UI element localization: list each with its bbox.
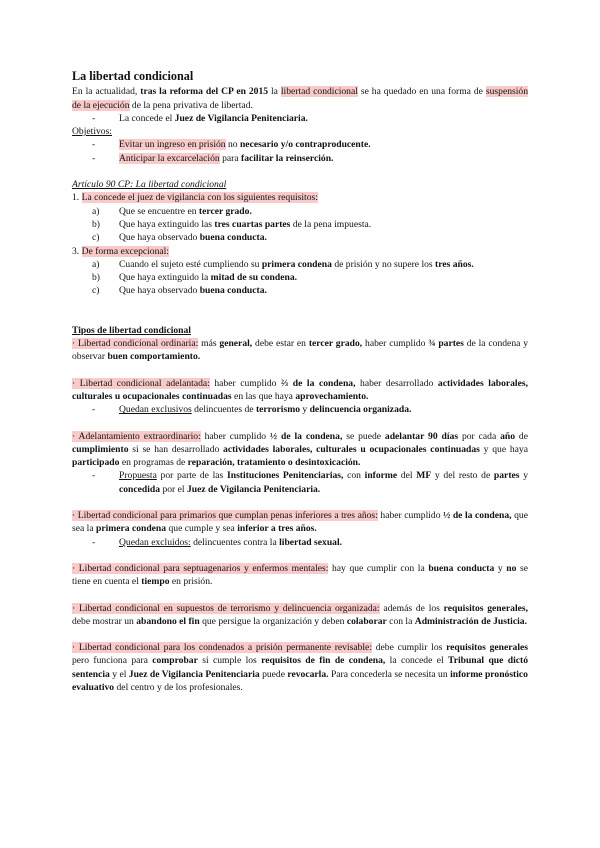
bold-text: buena conducta <box>428 562 495 574</box>
highlight: · Libertad condicional en supuestos de terrorismo y delincuencia organizada: <box>72 602 380 614</box>
text: en prisión. <box>169 576 213 588</box>
bold-text: tres años. <box>435 258 474 270</box>
bold-text: facilitar la reinserción. <box>241 152 334 164</box>
document-page <box>72 70 528 694</box>
text: haber cumplido <box>200 430 270 442</box>
bold-text: ¾ partes <box>428 338 464 350</box>
item-marker: c) <box>92 285 100 297</box>
objective-item <box>72 138 528 151</box>
bold-text: año <box>500 430 516 442</box>
type-extraordinario <box>72 430 528 470</box>
text: de <box>515 430 528 442</box>
text: en programas de <box>119 457 188 469</box>
text: de la condena y observar <box>72 338 529 363</box>
item-marker: b) <box>92 272 100 284</box>
bold-text: buen comportamiento. <box>107 351 201 363</box>
bold-text: tercer grado, <box>308 338 363 350</box>
highlight: Evitar un ingreso en prisión <box>119 139 226 151</box>
text: por cada <box>458 430 501 442</box>
item-marker: c) <box>92 232 100 244</box>
bold-text: terrorismo <box>255 404 300 416</box>
bold-text: Juez de Vigilancia Penitenciaria. <box>186 483 321 495</box>
underlined-text: Quedan exclusivos <box>119 404 192 416</box>
bold-text: Juez de Vigilancia Penitenciaria. <box>174 112 308 124</box>
text: Para concederla se necesita un <box>328 668 451 680</box>
section-heading <box>72 324 528 337</box>
underlined-text: Propuesta <box>119 470 157 482</box>
numbered-item <box>72 245 528 258</box>
text: por parte de las <box>156 470 227 482</box>
lettered-item <box>72 205 528 218</box>
text: y <box>519 470 528 482</box>
bold-text: informe <box>364 470 398 482</box>
text: del <box>397 470 417 482</box>
bold-text: Administración de Justicia. <box>414 615 527 627</box>
bold-text: ½ de la condena, <box>443 510 512 522</box>
bold-text: tres cuartas partes <box>214 218 291 230</box>
bold-text: no <box>506 562 517 574</box>
type-adelantada <box>72 377 528 404</box>
bold-text: tras la reforma del CP en 2015 <box>140 86 269 98</box>
lettered-item <box>72 271 528 284</box>
text: Que se encuentre en <box>119 205 199 217</box>
text: debe mostrar un <box>72 615 137 627</box>
text: debe cumplir los <box>372 642 447 654</box>
lettered-item <box>72 284 528 297</box>
objective-item <box>72 152 528 165</box>
text: la concede el <box>385 655 449 667</box>
bold-text: Instituciones Penitenciarias, <box>227 470 344 482</box>
highlight: · Libertad condicional para los condenados a prisión permanente revisable: <box>72 642 372 654</box>
text: debe estar en <box>252 338 309 350</box>
text: haber cumplido <box>377 510 444 522</box>
highlight: · Libertad condicional adelantada: <box>72 377 210 389</box>
text: que persigue la organización y deben <box>199 615 347 627</box>
text: con <box>343 470 365 482</box>
highlight: libertad condicional <box>280 86 358 98</box>
text: en las que haya <box>231 390 296 402</box>
bold-text: mitad de su condena. <box>210 272 298 284</box>
item-marker: b) <box>92 218 100 230</box>
article-title: Artículo 90 CP: La libertad condicional <box>72 179 227 191</box>
text: se tiene en cuenta el <box>72 562 529 588</box>
highlight: · Adelantamiento extraordinario: <box>72 430 201 442</box>
bold-text: buena conducta. <box>199 232 267 244</box>
highlight: De forma excepcional: <box>81 245 169 257</box>
text: Que haya observado <box>119 232 200 244</box>
text: para <box>219 152 241 164</box>
highlight: suspensión de la ejecución <box>72 86 528 111</box>
bold-text: adelantar 90 días <box>384 430 459 442</box>
bold-text: actividades laborales, culturales u ocupacionales continuadas <box>223 443 480 455</box>
item-marker: a) <box>92 258 100 270</box>
item-number: 1. <box>72 192 80 204</box>
primarios-note <box>72 536 528 549</box>
text: con la <box>386 615 415 627</box>
text: además de los <box>379 602 444 614</box>
type-primarios <box>72 509 528 536</box>
item-marker: a) <box>92 205 100 217</box>
bold-text: inferior a tres años. <box>237 523 317 535</box>
highlight: · Libertad condicional para septuagenarios y enfermos mentales: <box>72 562 329 574</box>
adelantada-note <box>72 403 528 416</box>
item-number: 3. <box>72 245 80 257</box>
bold-text: Tribunal que dictó sentencia <box>72 655 528 680</box>
text: puede <box>259 668 288 680</box>
bold-text: comprobar <box>152 655 198 667</box>
bold-text: libertad sexual. <box>279 536 343 548</box>
type-terrorismo <box>72 602 528 629</box>
bold-text: participado <box>72 457 120 469</box>
bold-text: tiempo <box>141 576 170 588</box>
lettered-item <box>72 218 528 231</box>
bold-text: ½ de la condena, <box>269 430 343 442</box>
article-heading <box>72 178 528 191</box>
text: y del resto de <box>431 470 494 482</box>
text: delincuentes de <box>191 404 256 416</box>
type-permanente-revisable <box>72 641 528 694</box>
extraordinario-note <box>72 469 528 496</box>
bold-text: tercer grado. <box>198 205 252 217</box>
text: y <box>494 562 507 574</box>
text: pero funciona para <box>72 655 153 667</box>
bold-text: colaborar <box>346 615 387 627</box>
bold-text: cumplimiento <box>72 443 129 455</box>
text: de prisión y no supere los <box>331 258 436 270</box>
text: si se han desarrollado <box>128 443 224 455</box>
bold-text: aprovechamiento. <box>295 390 369 402</box>
text: hay que cumplir con la <box>328 562 429 574</box>
text: se ha quedado en una forma de <box>357 86 486 98</box>
bold-text: revocarla. <box>287 668 329 680</box>
objetivos-label <box>72 125 528 138</box>
bold-text: necesario y/o contraproducente. <box>239 139 371 151</box>
text: de la pena impuesta. <box>290 218 372 230</box>
text: y <box>300 404 310 416</box>
lettered-item <box>72 258 528 271</box>
text: haber cumplido <box>209 377 282 389</box>
type-septuagenarios <box>72 562 528 589</box>
bold-text: Juez de Vigilancia Penitenciaria <box>128 668 260 680</box>
bold-text: abandono el fin <box>136 615 200 627</box>
text: haber cumplido <box>362 338 429 350</box>
underlined-text: Quedan excluidos: <box>119 536 191 548</box>
text: Cuando el sujeto esté cumpliendo su <box>119 258 262 270</box>
text: la <box>268 86 281 98</box>
tipos-title: Tipos de libertad condicional <box>72 324 191 336</box>
text: y el <box>109 668 129 680</box>
text: no <box>225 139 240 151</box>
bold-text: delincuencia organizada. <box>309 404 412 416</box>
text: que cumple y sea <box>166 523 238 535</box>
text: más <box>198 338 220 350</box>
text: si cumple los <box>197 655 262 667</box>
text: Que haya extinguido las <box>119 218 215 230</box>
text: y que haya <box>479 443 528 455</box>
numbered-item <box>72 191 528 204</box>
bold-text: general, <box>219 338 253 350</box>
bold-text: buena conducta. <box>199 285 267 297</box>
bold-text: partes <box>493 470 520 482</box>
text: En la actualidad, <box>72 86 141 98</box>
intro-paragraph <box>72 85 528 112</box>
text: que sea la <box>72 510 528 535</box>
concede-item <box>72 112 528 125</box>
text: Que haya observado <box>119 285 200 297</box>
bold-text: informe pronóstico evaluativo <box>72 668 528 693</box>
type-ordinaria <box>72 337 528 364</box>
text: de la pena privativa de libertad. <box>129 99 253 111</box>
text: Que haya extinguido la <box>119 272 211 284</box>
text: por el <box>160 483 187 495</box>
bold-text: requisitos de fin de condena, <box>261 655 386 667</box>
highlight: La concede el juez de vigilancia con los siguientes requisitos: <box>81 192 318 204</box>
page-title: La libertad condicional <box>72 69 194 83</box>
text: se puede <box>342 430 385 442</box>
bold-text: primera condena <box>261 258 332 270</box>
bold-text: actividades laborales, culturales u ocupacionales continuadas <box>72 377 528 402</box>
lettered-item <box>72 231 528 244</box>
bold-text: ⅔ de la condena, <box>281 377 356 389</box>
text: delincuentes contra la <box>190 536 280 548</box>
highlight: · Libertad condicional ordinaria: <box>72 338 199 350</box>
text: La concede el <box>119 112 175 124</box>
highlight: Anticipar la excarcelación <box>119 152 220 164</box>
bold-text: reparación, tratamiento o desintoxicación. <box>187 457 361 469</box>
bold-text: concedida <box>119 483 161 495</box>
underlined-label: Objetivos: <box>72 126 112 138</box>
bold-text: requisitos generales <box>446 642 528 654</box>
bold-text: primera condena <box>95 523 167 535</box>
bold-text: MF <box>416 470 432 482</box>
text: haber desarrollado <box>355 377 438 389</box>
bold-text: requisitos generales, <box>443 602 529 614</box>
highlight: · Libertad condicional para primarios que cumplan penas inferiores a tres años: <box>72 510 378 522</box>
text: del centro y de los profesionales. <box>114 681 243 693</box>
